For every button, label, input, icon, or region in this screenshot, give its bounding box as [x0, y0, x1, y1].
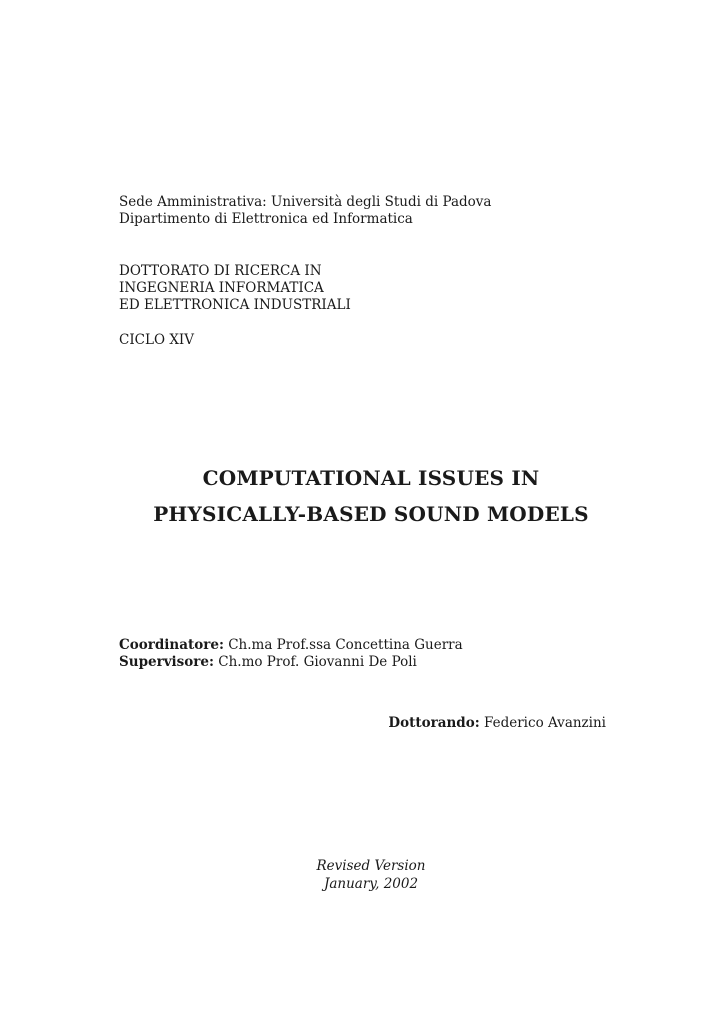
thesis-title-line-1: COMPUTATIONAL ISSUES IN	[202, 466, 540, 490]
institution-line: Sede Amministrativa: Università degli Studi di Padova	[119, 194, 492, 210]
version-date: January, 2002	[323, 876, 419, 892]
cycle-line: CICLO XIV	[119, 332, 195, 348]
version-footer	[0, 857, 724, 893]
institution-block	[119, 194, 491, 228]
academic-staff-block	[119, 637, 463, 671]
thesis-title-line-2: PHYSICALLY-BASED SOUND MODELS	[153, 502, 589, 526]
supervisor-label: Supervisore:	[119, 654, 214, 670]
supervisor-line	[119, 654, 463, 671]
supervisor-name: Ch.mo Prof. Giovanni De Poli	[218, 654, 417, 670]
candidate-label: Dottorando:	[388, 715, 480, 731]
doctoral-program-block	[119, 263, 351, 314]
coordinator-label: Coordinatore:	[119, 637, 224, 653]
candidate-line	[388, 715, 606, 732]
version-label: Revised Version	[316, 858, 426, 874]
department-line: Dipartimento di Elettronica ed Informatica	[119, 211, 413, 227]
program-line-2: INGEGNERIA INFORMATICA	[119, 280, 324, 296]
program-line-3: ED ELETTRONICA INDUSTRIALI	[119, 297, 351, 313]
coordinator-name: Ch.ma Prof.ssa Concettina Guerra	[228, 637, 463, 653]
candidate-name: Federico Avanzini	[483, 715, 606, 731]
coordinator-line	[119, 637, 463, 654]
program-line-1: DOTTORATO DI RICERCA IN	[119, 263, 322, 279]
